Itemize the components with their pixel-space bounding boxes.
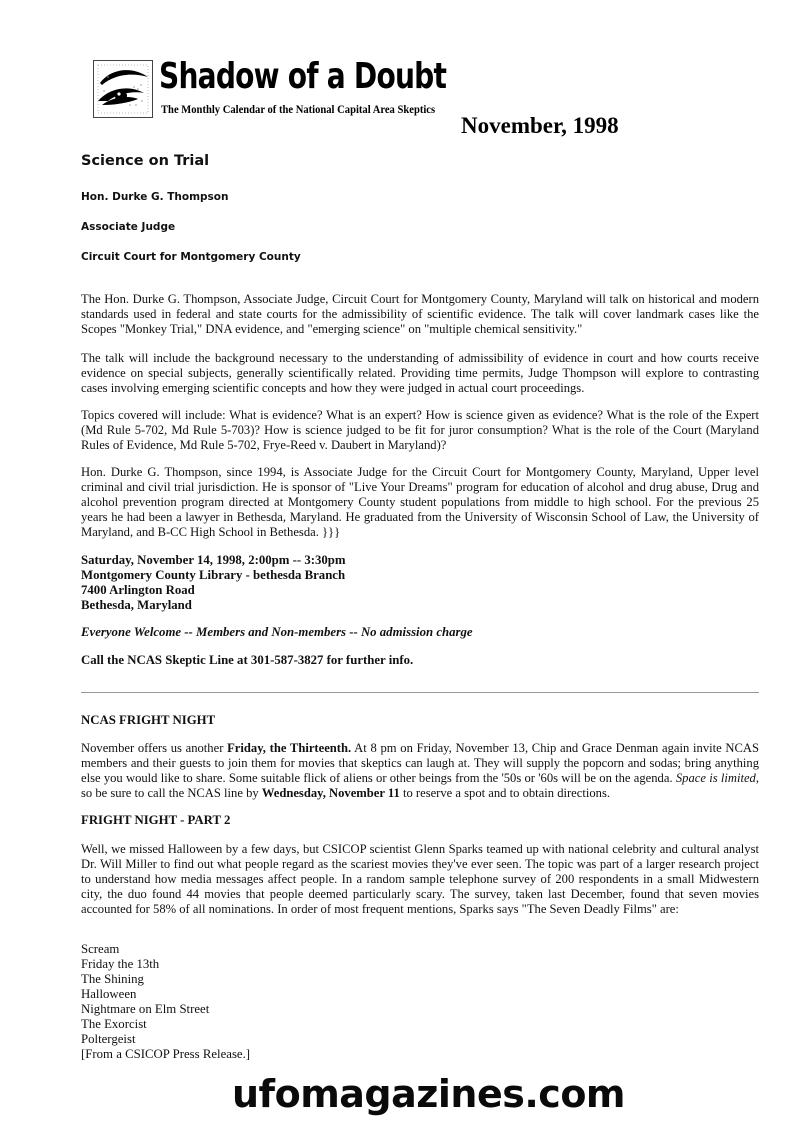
paragraph: The Hon. Durke G. Thompson, Associate Judge, Circuit Court for Montgomery County, Maryland will talk on historical and modern standards used in federal and state courts for the admissibility of scientific evidence. The talk will cover landmark cases like the Scopes "Monkey Trial," DNA evidence, and "emerging science" on "multiple chemical sensitivity." (81, 292, 759, 336)
skeptic-line-call: Call the NCAS Skeptic Line at 301-587-3827 for further info. (81, 653, 414, 667)
paragraph: The talk will include the background necessary to the understanding of admissibility of evidence in court and how courts receive evidence on special subjects, generally scientifically related. Providing time permits, Judge Thompson will explore to contrasting cases involving emerging scientific concepts and how they were judged in actual court proceedings. (81, 351, 759, 395)
event-datetime: Saturday, November 14, 1998, 2:00pm -- 3:30pm (81, 553, 346, 567)
italic-text: Space is limited (675, 771, 756, 785)
movie-item: The Shining (81, 972, 144, 986)
movie-list (81, 942, 250, 1062)
text: to reserve a spot and to obtain directions. (399, 786, 611, 800)
section-heading-fright-night: NCAS FRIGHT NIGHT (81, 713, 216, 727)
movie-item: Scream (81, 942, 120, 956)
newsletter-title: Shadow of a Doubt (159, 56, 447, 97)
movie-item: Poltergeist (81, 1032, 136, 1046)
movie-item: The Exorcist (81, 1017, 147, 1031)
obscured-text: by a few days, but CSICOP scientist Glenn Sparks te (222, 842, 496, 856)
text: Well, we missed Halloween (81, 842, 223, 856)
eye-icon (93, 60, 153, 118)
fright-night-2-paragraph (81, 842, 759, 917)
speaker-court: Circuit Court for Montgomery County (81, 251, 301, 263)
fright-night-paragraph (81, 741, 759, 801)
section-heading-science-on-trial: Science on Trial (81, 153, 210, 169)
text: At 8 pm on Friday, November 13, Chip and Grace Denman again invite NCAS members and their guests to join them for movies that skeptics can laugh at. They will supply the popcorn and sodas; bring anything else you would like to share. Some suitable flick of aliens or other beings from the '50s or '60s will be on the agenda. (81, 741, 760, 785)
movie-item: Friday the 13th (81, 957, 160, 971)
text: amed up with national celebrity and cultural analyst Dr. Will Miller to find out what people regard as the scariest movies they've ever seen. The topic was part of a larger research project to understand how media messages affect people. In a random sample telephone survey of 200 respondents in a small Midwestern city, the duo found 44 movies that people deemed particularly scary. The survey, taken last December, found that seven movies accounted for 58% of all nominations. In order of most frequent mentions, Sparks says "The Seven Deadly Films" are: (81, 842, 759, 916)
speaker-name: Hon. Durke G. Thompson (81, 191, 229, 203)
speaker-title: Associate Judge (81, 221, 176, 233)
watermark: ufomagazines.com (232, 1072, 626, 1116)
bold-text: Friday, the Thirteenth. (227, 741, 352, 755)
bold-text: Wednesday, November 11 (261, 786, 400, 800)
text: , so be sure to call the NCAS line by (81, 771, 759, 800)
event-city: Bethesda, Maryland (81, 598, 192, 612)
issue-date: November, 1998 (461, 113, 619, 138)
newsletter-subtitle: The Monthly Calendar of the National Capital Area Skeptics (161, 104, 436, 116)
text: November offers us another (81, 741, 228, 755)
section-divider (81, 692, 759, 693)
paragraph: Topics covered will include: What is evidence? What is an expert? How is science given as evidence? What is the role of the Expert (Md Rule 5-702, Md Rule 5-703)? How is science judged to be fit for juror consumption? What is the role of the Court (Maryland Rules of Evidence, Md Rule 5-702, Frye-Reed v. Daubert in Maryland)? (81, 408, 759, 452)
movie-item: Nightmare on Elm Street (81, 1002, 210, 1016)
event-venue: Montgomery County Library - bethesda Branch (81, 568, 346, 582)
masthead (93, 56, 453, 120)
section-heading-fright-night-2: FRIGHT NIGHT - PART 2 (81, 813, 231, 827)
event-street: 7400 Arlington Road (81, 583, 195, 597)
paragraph: Hon. Durke G. Thompson, since 1994, is Associate Judge for the Circuit Court for Montgomery County, Maryland, Upper level criminal and civil trial jurisdiction. He is sponsor of "Live Your Dreams" program for education of alcohol and drug abuse, Drug and alcohol prevention program directed at Montgomery County student populations from middle to high school. For the previous 25 years he had been a lawyer in Bethesda, Maryland. He graduated from the University of Wisconsin School of Law, the University of Maryland, and B-CC High School in Bethesda. }}} (81, 465, 759, 539)
movie-item: Halloween (81, 987, 137, 1001)
event-details (81, 553, 346, 613)
welcome-note: Everyone Welcome -- Members and Non-members -- No admission charge (81, 625, 473, 639)
source-note: [From a CSICOP Press Release.] (81, 1047, 251, 1061)
